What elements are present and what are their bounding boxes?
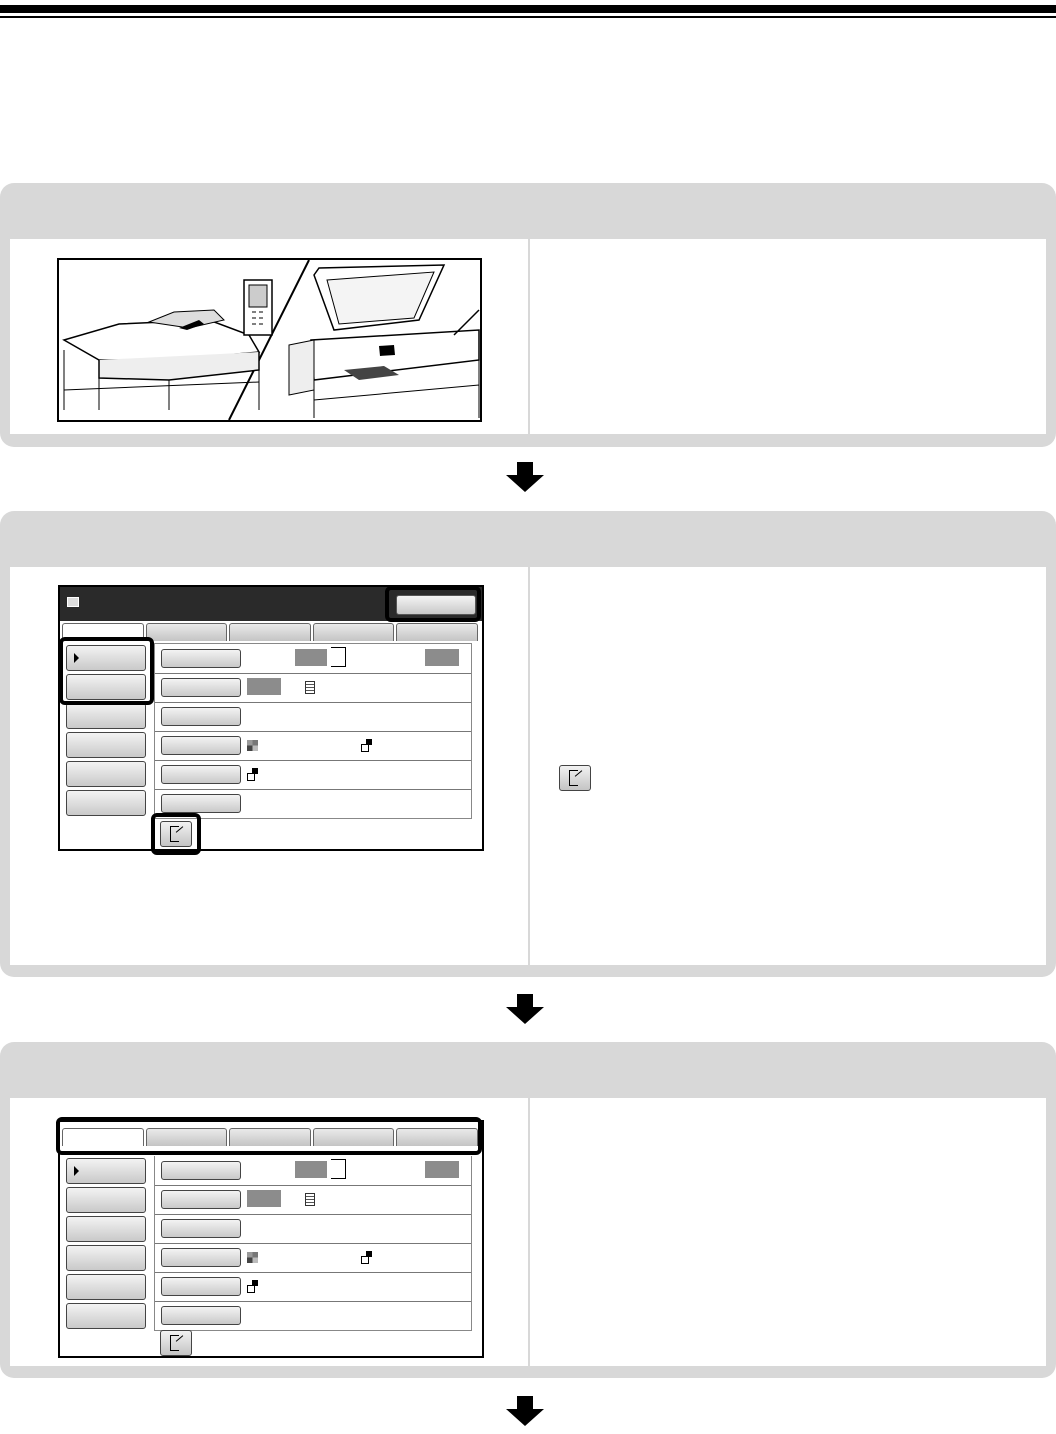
file-icon[interactable] bbox=[160, 1330, 192, 1356]
envelope-icon bbox=[67, 597, 79, 607]
settings-row bbox=[155, 760, 471, 790]
down-arrow-icon bbox=[506, 462, 544, 492]
settings-row-button[interactable] bbox=[161, 736, 241, 755]
page-icon bbox=[331, 1159, 346, 1179]
setting-value-box bbox=[295, 649, 327, 666]
down-arrow-icon bbox=[506, 1396, 544, 1426]
step-1-panel bbox=[0, 183, 1056, 447]
settings-row-button[interactable] bbox=[161, 1161, 241, 1180]
left-menu-button-1[interactable] bbox=[66, 1158, 146, 1184]
settings-row bbox=[155, 731, 471, 761]
settings-row bbox=[155, 673, 471, 703]
triangle-icon bbox=[74, 653, 79, 663]
left-menu-button-1[interactable] bbox=[66, 645, 146, 671]
settings-row-button[interactable] bbox=[161, 794, 241, 813]
settings-row bbox=[155, 1301, 471, 1330]
settings-row-button[interactable] bbox=[161, 678, 241, 697]
tab-1[interactable] bbox=[62, 1128, 144, 1146]
left-menu-button-2[interactable] bbox=[66, 674, 146, 700]
screen-title-bar bbox=[60, 587, 482, 621]
page-icon bbox=[331, 647, 346, 667]
left-menu-button-5[interactable] bbox=[66, 761, 146, 787]
setting-value-box bbox=[247, 1190, 281, 1207]
setting-value-box bbox=[295, 1161, 327, 1178]
settings-row-button[interactable] bbox=[161, 649, 241, 668]
left-menu-button-5[interactable] bbox=[66, 1274, 146, 1300]
settings-row bbox=[155, 644, 471, 674]
tab-3[interactable] bbox=[229, 1128, 311, 1146]
color-mode-icon bbox=[247, 740, 258, 751]
settings-row-button[interactable] bbox=[161, 765, 241, 784]
tab-5[interactable] bbox=[396, 623, 478, 641]
left-menu-button-3[interactable] bbox=[66, 1216, 146, 1242]
settings-row bbox=[155, 1185, 471, 1215]
setting-value-box bbox=[425, 1161, 459, 1178]
bw-mode-icon-fill bbox=[366, 1251, 372, 1257]
touch-panel-mode-tabs bbox=[58, 1120, 484, 1358]
bw-mode-icon-fill bbox=[252, 768, 258, 774]
machine-drawing bbox=[59, 260, 480, 420]
tab-1[interactable] bbox=[62, 623, 144, 641]
step-2-panel bbox=[0, 511, 1056, 977]
setting-value-box bbox=[247, 678, 281, 695]
mode-tabs bbox=[62, 623, 478, 641]
tab-2[interactable] bbox=[146, 623, 228, 641]
color-mode-icon bbox=[247, 1252, 258, 1263]
bw-mode-icon bbox=[361, 744, 369, 752]
settings-row-button[interactable] bbox=[161, 1190, 241, 1209]
settings-area bbox=[154, 1156, 472, 1331]
document-icon bbox=[305, 681, 315, 694]
settings-row bbox=[155, 1156, 471, 1186]
mode-tabs bbox=[62, 1128, 478, 1146]
settings-row bbox=[155, 1272, 471, 1302]
settings-row-button[interactable] bbox=[161, 707, 241, 726]
bw-mode-icon bbox=[247, 1285, 255, 1293]
file-icon bbox=[559, 765, 591, 791]
settings-row-button[interactable] bbox=[161, 1219, 241, 1238]
tab-5[interactable] bbox=[396, 1128, 478, 1146]
tab-2[interactable] bbox=[146, 1128, 228, 1146]
original-placement-illustration bbox=[57, 258, 482, 422]
touch-panel-base-screen bbox=[58, 585, 484, 851]
document-icon bbox=[305, 1193, 315, 1206]
bw-mode-icon-fill bbox=[366, 739, 372, 745]
header-rule bbox=[0, 0, 1056, 18]
settings-row-button[interactable] bbox=[161, 1306, 241, 1325]
screen-top-right-button[interactable] bbox=[396, 595, 476, 615]
file-icon[interactable] bbox=[160, 821, 192, 847]
bw-mode-icon-fill bbox=[252, 1280, 258, 1286]
settings-row bbox=[155, 702, 471, 732]
settings-area bbox=[154, 643, 472, 819]
left-menu-button-4[interactable] bbox=[66, 1245, 146, 1271]
tab-4[interactable] bbox=[313, 623, 395, 641]
settings-row bbox=[155, 1243, 471, 1273]
tab-4[interactable] bbox=[313, 1128, 395, 1146]
settings-row bbox=[155, 789, 471, 818]
bw-mode-icon bbox=[361, 1256, 369, 1264]
step-3-panel bbox=[0, 1042, 1056, 1378]
down-arrow-icon bbox=[506, 994, 544, 1024]
left-menu-button-3[interactable] bbox=[66, 703, 146, 729]
left-menu-button-6[interactable] bbox=[66, 790, 146, 816]
triangle-icon bbox=[74, 1166, 79, 1176]
setting-value-box bbox=[425, 649, 459, 666]
settings-row-button[interactable] bbox=[161, 1248, 241, 1267]
settings-row-button[interactable] bbox=[161, 1277, 241, 1296]
left-menu-button-6[interactable] bbox=[66, 1303, 146, 1329]
tab-3[interactable] bbox=[229, 623, 311, 641]
settings-row bbox=[155, 1214, 471, 1244]
left-menu-button-4[interactable] bbox=[66, 732, 146, 758]
bw-mode-icon bbox=[247, 773, 255, 781]
left-menu-button-2[interactable] bbox=[66, 1187, 146, 1213]
